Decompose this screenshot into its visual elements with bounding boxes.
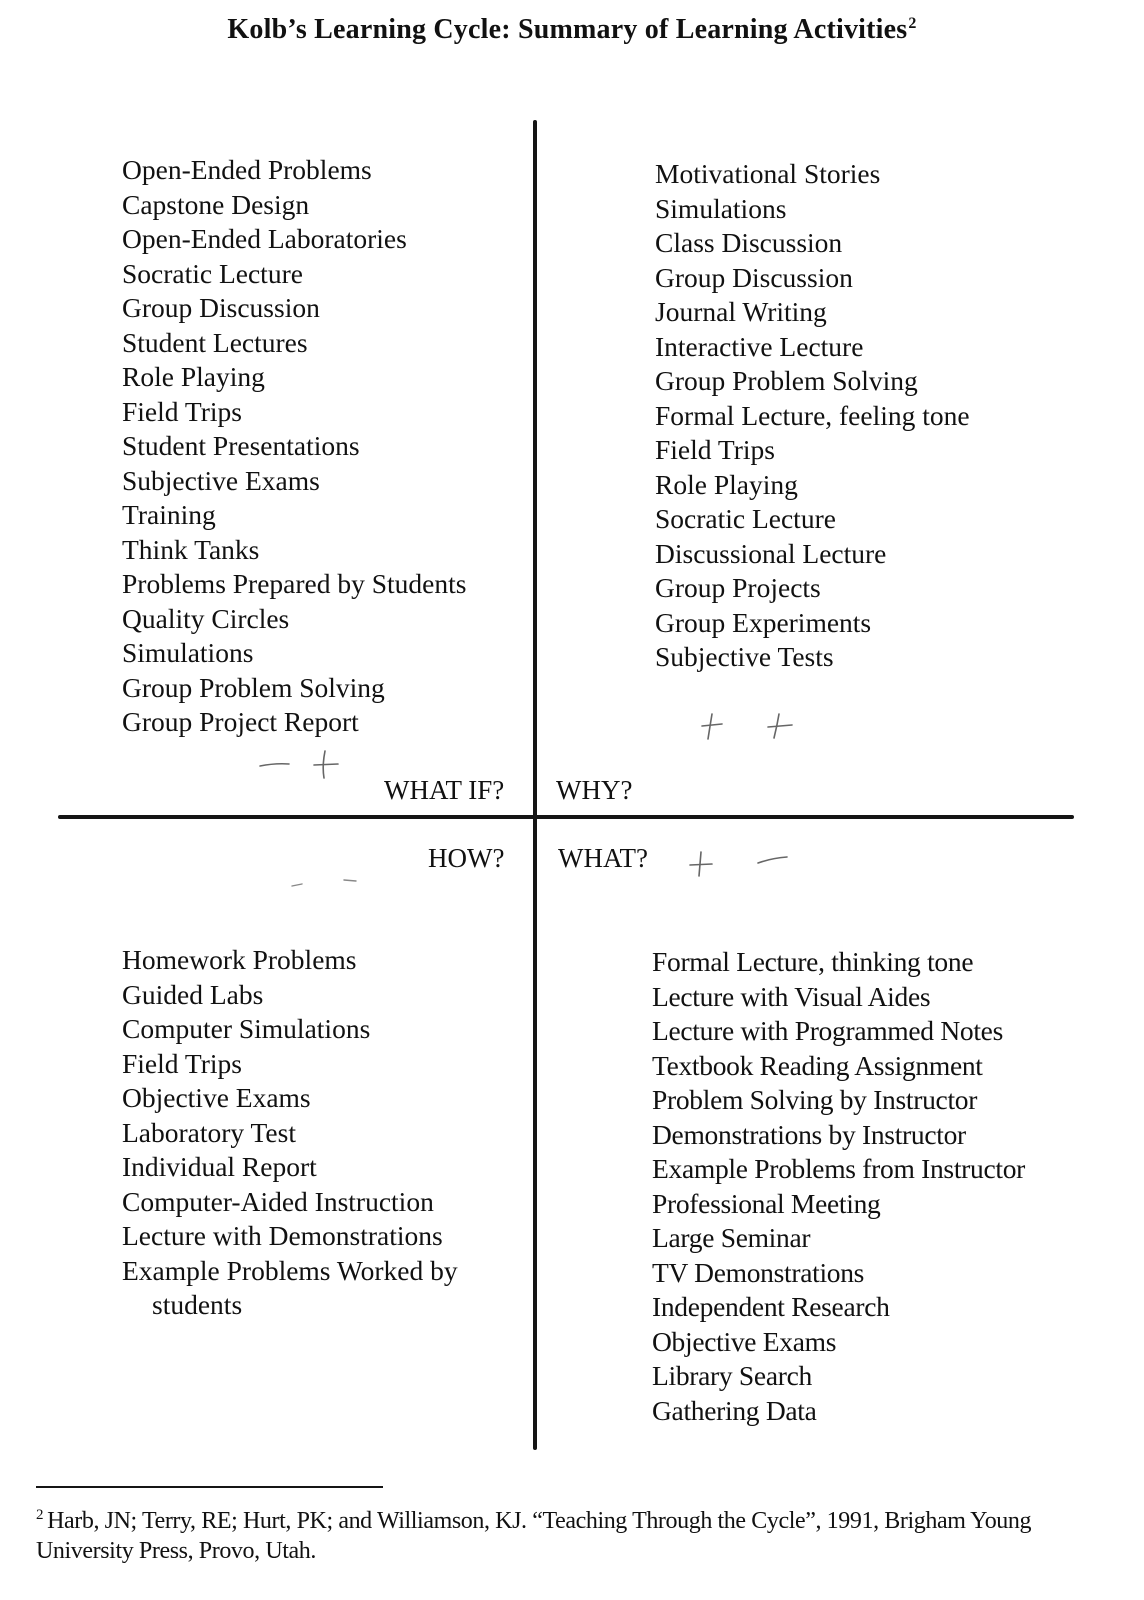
handwritten-dashes-bottom-left xyxy=(292,880,356,886)
list-item: Field Trips xyxy=(122,1047,242,1079)
quadrant-how-list xyxy=(122,943,512,1323)
list-item: Homework Problems xyxy=(122,944,357,975)
list-item: Group Discussion xyxy=(122,292,320,323)
list-item: Group Project Report xyxy=(122,706,359,737)
quadrant-label-how: HOW? xyxy=(428,843,505,873)
list-item: Role Playing xyxy=(655,468,798,500)
list-item: TV Demonstrations xyxy=(652,1256,865,1288)
list-item: Discussional Lecture xyxy=(655,537,887,569)
list-item: Quality Circles xyxy=(122,602,290,634)
horizontal-axis-line xyxy=(58,815,1074,819)
list-item: Lecture with Visual Aides xyxy=(652,980,931,1012)
list-item: Capstone Design xyxy=(122,188,310,220)
list-item: Socratic Lecture xyxy=(655,503,836,534)
quadrant-label-what: WHAT? xyxy=(558,843,648,873)
list-item: Professional Meeting xyxy=(652,1187,881,1219)
list-item: Socratic Lecture xyxy=(122,257,303,289)
list-item: Computer Simulations xyxy=(122,1013,371,1044)
quadrant-label-what-if: WHAT IF? xyxy=(384,775,505,805)
list-item: Example Problems from Instructor xyxy=(652,1153,1026,1184)
list-item: Interactive Lecture xyxy=(655,330,864,362)
list-item: Field Trips xyxy=(655,434,775,465)
list-item: Example Problems Worked by students xyxy=(122,1254,458,1320)
list-item: Student Lectures xyxy=(122,326,308,358)
list-item: Lecture with Programmed Notes xyxy=(652,1015,1003,1046)
list-item: Objective Exams xyxy=(652,1325,837,1357)
vertical-axis-line xyxy=(533,120,537,1450)
list-item: Group Discussion xyxy=(655,261,853,293)
list-item: Group Problem Solving xyxy=(122,671,385,703)
page-title xyxy=(0,14,1144,46)
handwritten-plus-minus-bottom-right xyxy=(690,852,787,876)
list-item: Laboratory Test xyxy=(122,1116,296,1148)
list-item: Open-Ended Problems xyxy=(122,154,372,185)
list-item: Lecture with Demonstrations xyxy=(122,1220,443,1251)
list-item: Independent Research xyxy=(652,1291,890,1322)
list-item: Subjective Exams xyxy=(122,464,320,496)
list-item: Large Seminar xyxy=(652,1222,811,1253)
list-item: Group Experiments xyxy=(655,606,872,638)
quadrant-label-why: WHY? xyxy=(556,775,633,805)
footnote-number: 2 xyxy=(36,1507,44,1523)
list-item: Group Problem Solving xyxy=(655,365,918,396)
title-text: Kolb’s Learning Cycle: Summary of Learning Activities xyxy=(227,14,908,45)
list-item: Formal Lecture, feeling tone xyxy=(655,399,970,431)
list-item: Group Projects xyxy=(655,572,821,603)
list-item: Role Playing xyxy=(122,361,265,392)
list-item: Computer-Aided Instruction xyxy=(122,1185,434,1217)
list-item: Open-Ended Laboratories xyxy=(122,223,407,254)
title-footnote-ref: 2 xyxy=(908,14,917,32)
handwritten-plus-plus-top-right xyxy=(702,714,792,739)
list-item: Simulations xyxy=(122,637,254,668)
list-item: Objective Exams xyxy=(122,1082,311,1113)
list-item: Class Discussion xyxy=(655,227,843,258)
footnote-text: Harb, JN; Terry, RE; Hurt, PK; and Williamson, KJ. “Teaching Through the Cycle”, 1991, Brigham Young University Press, Provo, Utah. xyxy=(36,1508,1032,1564)
list-item: Formal Lecture, thinking tone xyxy=(652,946,974,977)
list-item: Library Search xyxy=(652,1360,812,1391)
quadrant-what-list xyxy=(652,945,1042,1428)
list-item: Problems Prepared by Students xyxy=(122,568,467,599)
list-item: Motivational Stories xyxy=(655,158,881,189)
quadrant-why-list xyxy=(655,157,970,675)
list-item: Training xyxy=(122,499,216,530)
footnote-divider xyxy=(36,1486,383,1488)
list-item: Textbook Reading Assignment xyxy=(652,1049,983,1081)
list-item: Individual Report xyxy=(122,1151,317,1182)
footnote xyxy=(36,1500,1076,1566)
list-item: Journal Writing xyxy=(655,296,827,327)
list-item: Guided Labs xyxy=(122,978,264,1010)
list-item: Gathering Data xyxy=(652,1394,817,1426)
list-item: Simulations xyxy=(655,192,787,224)
handwritten-minus-plus-top-left xyxy=(260,751,338,778)
list-item: Field Trips xyxy=(122,395,242,427)
list-item: Student Presentations xyxy=(122,430,360,461)
quadrant-what-if-list xyxy=(122,153,466,740)
list-item: Think Tanks xyxy=(122,533,260,565)
list-item: Problem Solving by Instructor xyxy=(652,1084,978,1115)
list-item: Subjective Tests xyxy=(655,641,834,672)
list-item: Demonstrations by Instructor xyxy=(652,1118,966,1150)
